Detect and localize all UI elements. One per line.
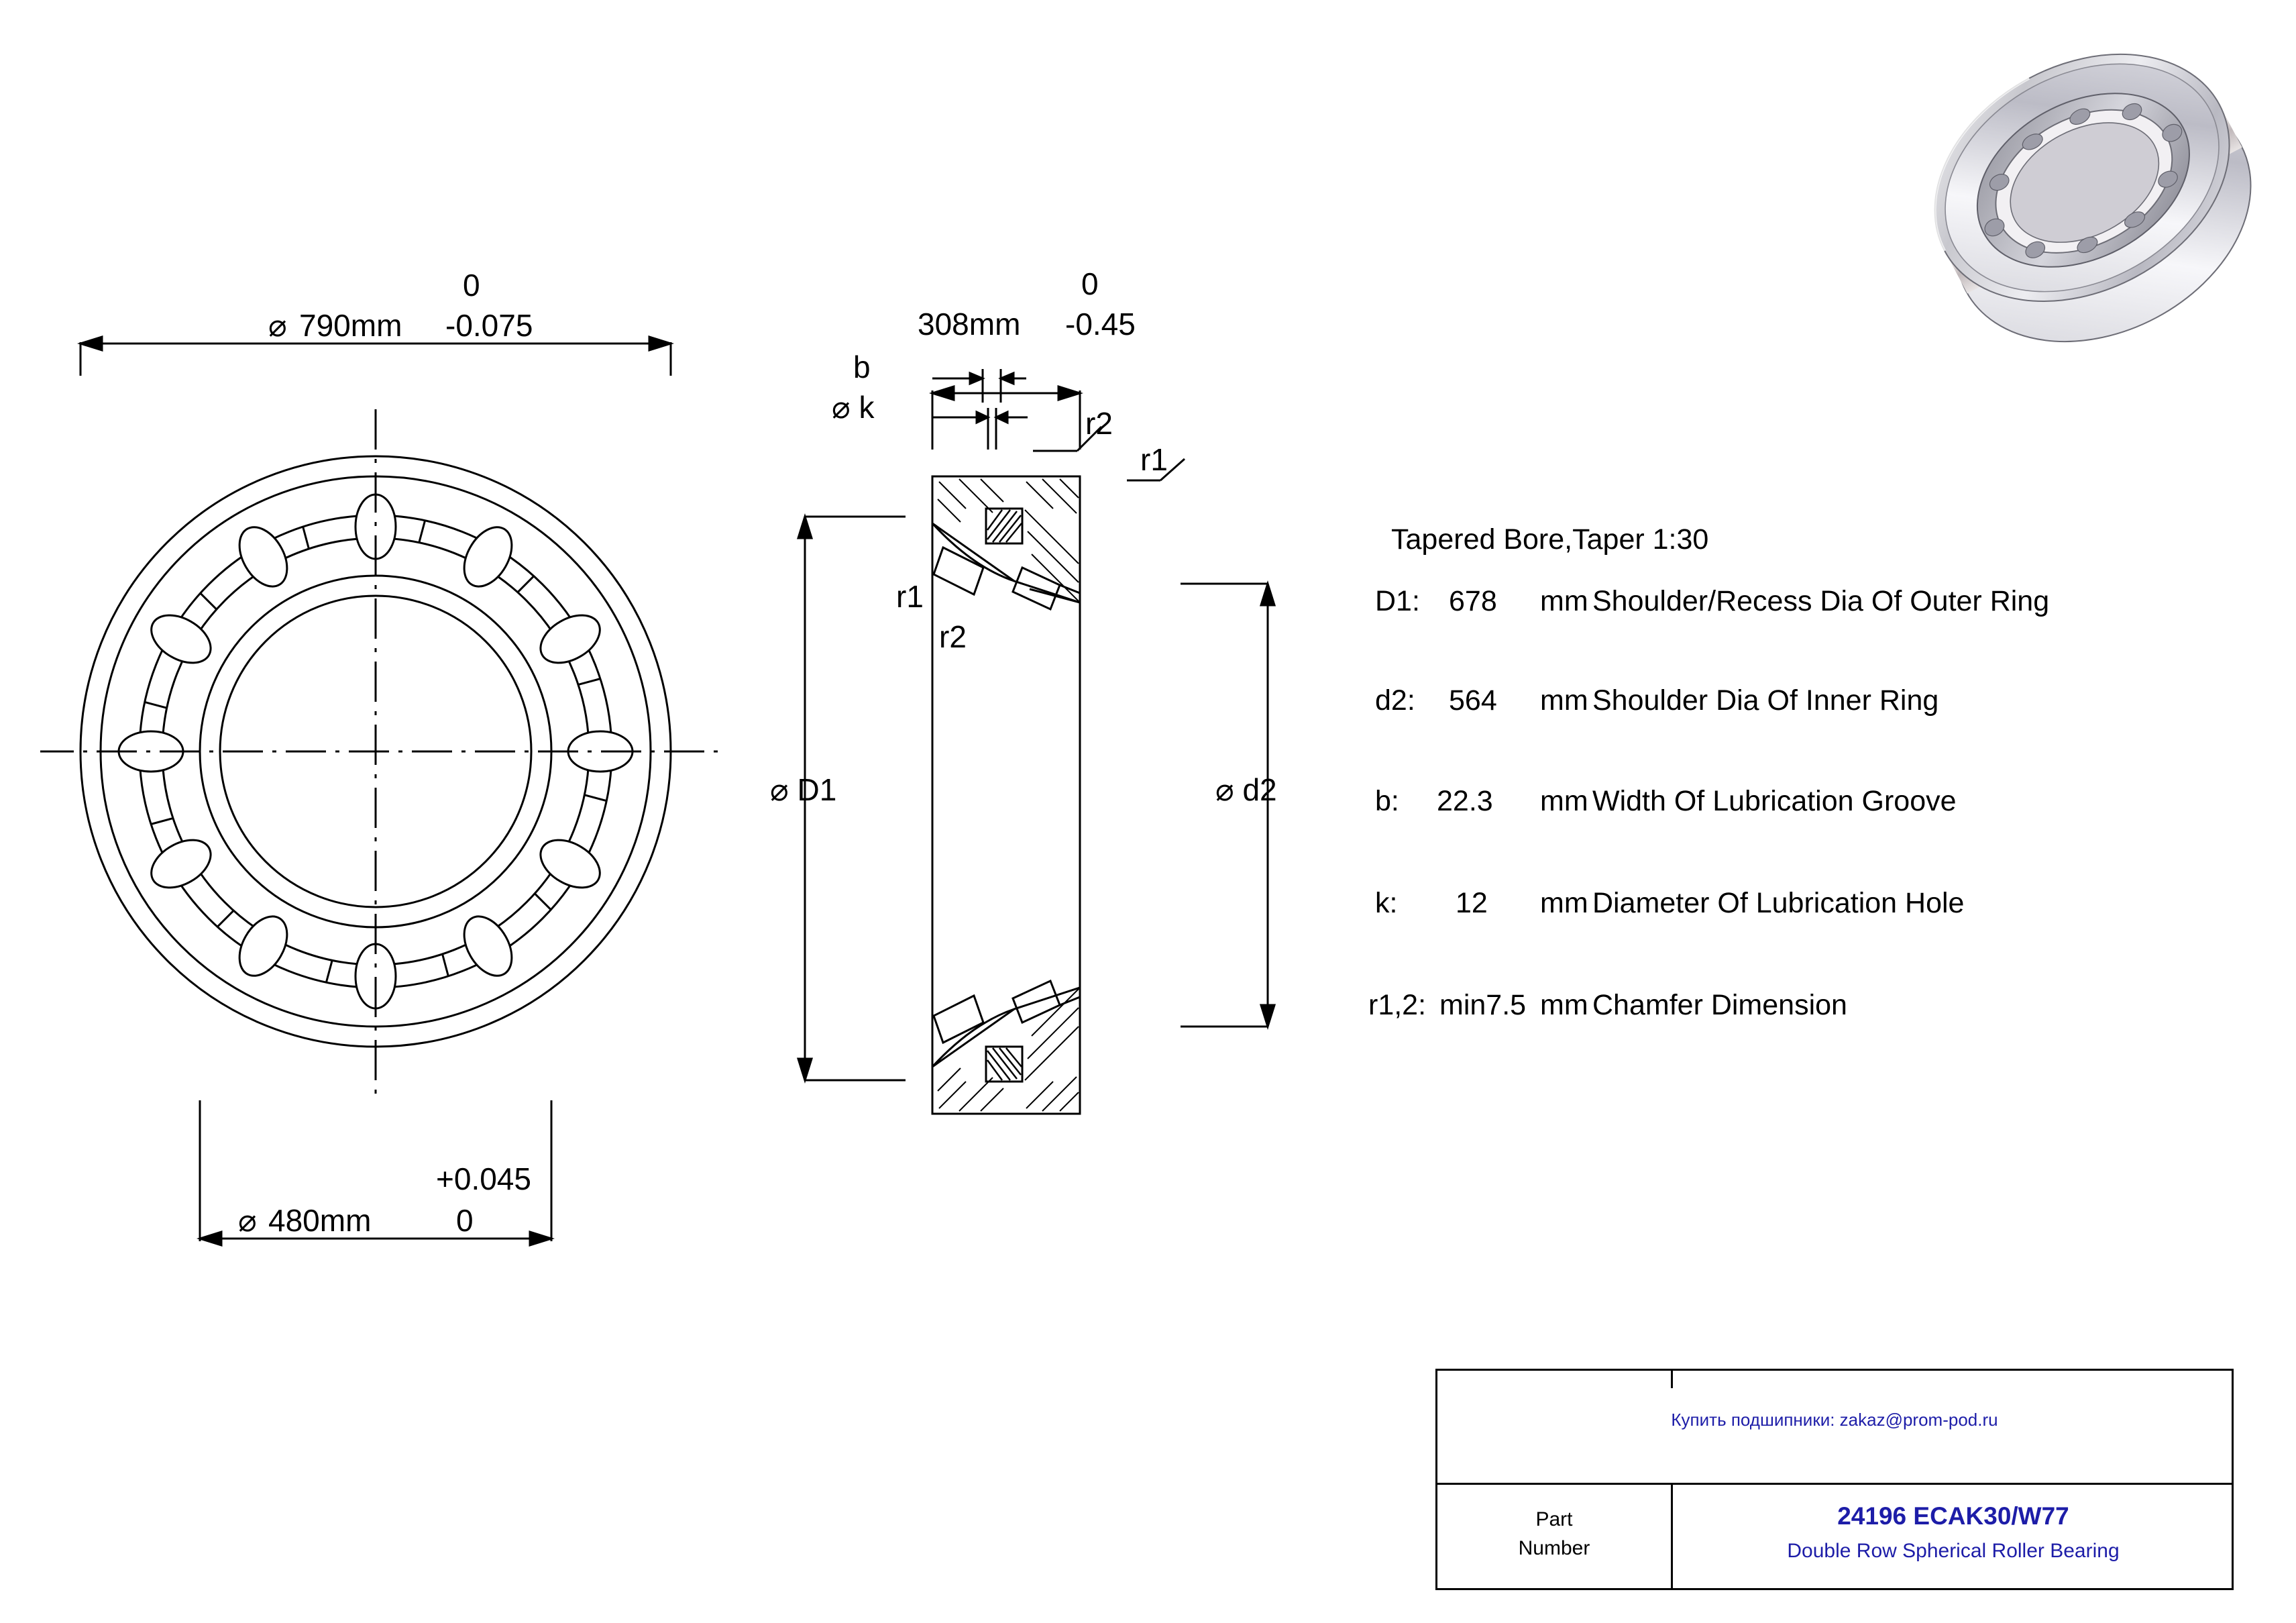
spec-desc-b: Width Of Lubrication Groove	[1592, 785, 1957, 817]
spec-unit-chamfer: mm	[1540, 989, 1588, 1021]
label-k: ⌀ k	[832, 390, 875, 425]
outer-dia-value: 790mm	[299, 308, 402, 343]
label-d1: ⌀ D1	[770, 772, 837, 807]
part-description: Double Row Spherical Roller Bearing	[1787, 1540, 2120, 1562]
label-r1-top: r1	[1140, 442, 1168, 477]
label-r2-left: r2	[939, 619, 967, 654]
spec-table	[1368, 523, 2247, 1047]
spec-symbol-k: k:	[1375, 887, 1398, 919]
spec-value-b: 22.3	[1437, 785, 1493, 817]
outer-dia-symbol: ⌀	[268, 308, 287, 343]
bore-diameter-dimension	[40, 1100, 805, 1275]
bore-type-note: Tapered Bore,Taper 1:30	[1391, 523, 1709, 556]
spec-symbol-d1: D1:	[1375, 585, 1420, 617]
label-d2: ⌀ d2	[1215, 772, 1277, 807]
spec-symbol-chamfer: r1,2:	[1368, 989, 1427, 1021]
part-number-label-line2: Number	[1518, 1537, 1590, 1559]
chamfer-leaders-top	[1026, 416, 1227, 510]
spec-value-k: 12	[1456, 887, 1488, 919]
title-block	[1435, 1369, 2234, 1590]
bore-dia-symbol: ⌀	[238, 1203, 257, 1238]
spec-desc-d2: Shoulder Dia Of Inner Ring	[1592, 684, 1939, 717]
section-width-tol-upper: 0	[1081, 266, 1099, 301]
title-block-divider	[1671, 1485, 1673, 1590]
outer-dia-tol-upper: 0	[463, 268, 480, 303]
part-number-label-line1: Part	[1535, 1508, 1573, 1530]
spec-desc-d1: Shoulder/Recess Dia Of Outer Ring	[1592, 585, 2050, 617]
spec-value-chamfer: min7.5	[1439, 989, 1527, 1021]
spec-unit-k: mm	[1540, 887, 1588, 919]
label-r2-top: r2	[1085, 406, 1113, 441]
spec-value-d1: 678	[1449, 585, 1497, 617]
spec-value-d2: 564	[1449, 684, 1497, 717]
d2-dimension	[1181, 564, 1382, 1047]
spec-symbol-b: b:	[1375, 785, 1399, 817]
title-block-top-cell	[1437, 1371, 2232, 1485]
spec-unit-b: mm	[1540, 785, 1588, 817]
outer-diameter-dimension	[40, 268, 805, 376]
bore-dia-tol-lower: 0	[456, 1203, 474, 1238]
spec-unit-d2: mm	[1540, 684, 1588, 717]
spec-desc-chamfer: Chamfer Dimension	[1592, 989, 1847, 1021]
bearing-3d-illustration	[1912, 40, 2274, 356]
section-width-value: 308mm	[918, 307, 1021, 342]
spec-symbol-d2: d2:	[1375, 684, 1415, 717]
bore-dia-tol-upper: +0.045	[436, 1161, 531, 1196]
vendor-contact-note: Купить подшипники: zakaz@prom-pod.ru	[1671, 1410, 1998, 1430]
spec-unit-d1: mm	[1540, 585, 1588, 617]
label-r1-left: r1	[896, 579, 924, 614]
section-width-tol-lower: -0.45	[1065, 307, 1136, 342]
title-block-tick	[1671, 1371, 1673, 1388]
bore-dia-value: 480mm	[268, 1203, 372, 1238]
part-number-value: 24196 ECAK30/W77	[1837, 1502, 2069, 1530]
label-b: b	[853, 350, 871, 384]
spec-desc-k: Diameter Of Lubrication Hole	[1592, 887, 1965, 919]
outer-dia-tol-lower: -0.075	[445, 308, 533, 343]
